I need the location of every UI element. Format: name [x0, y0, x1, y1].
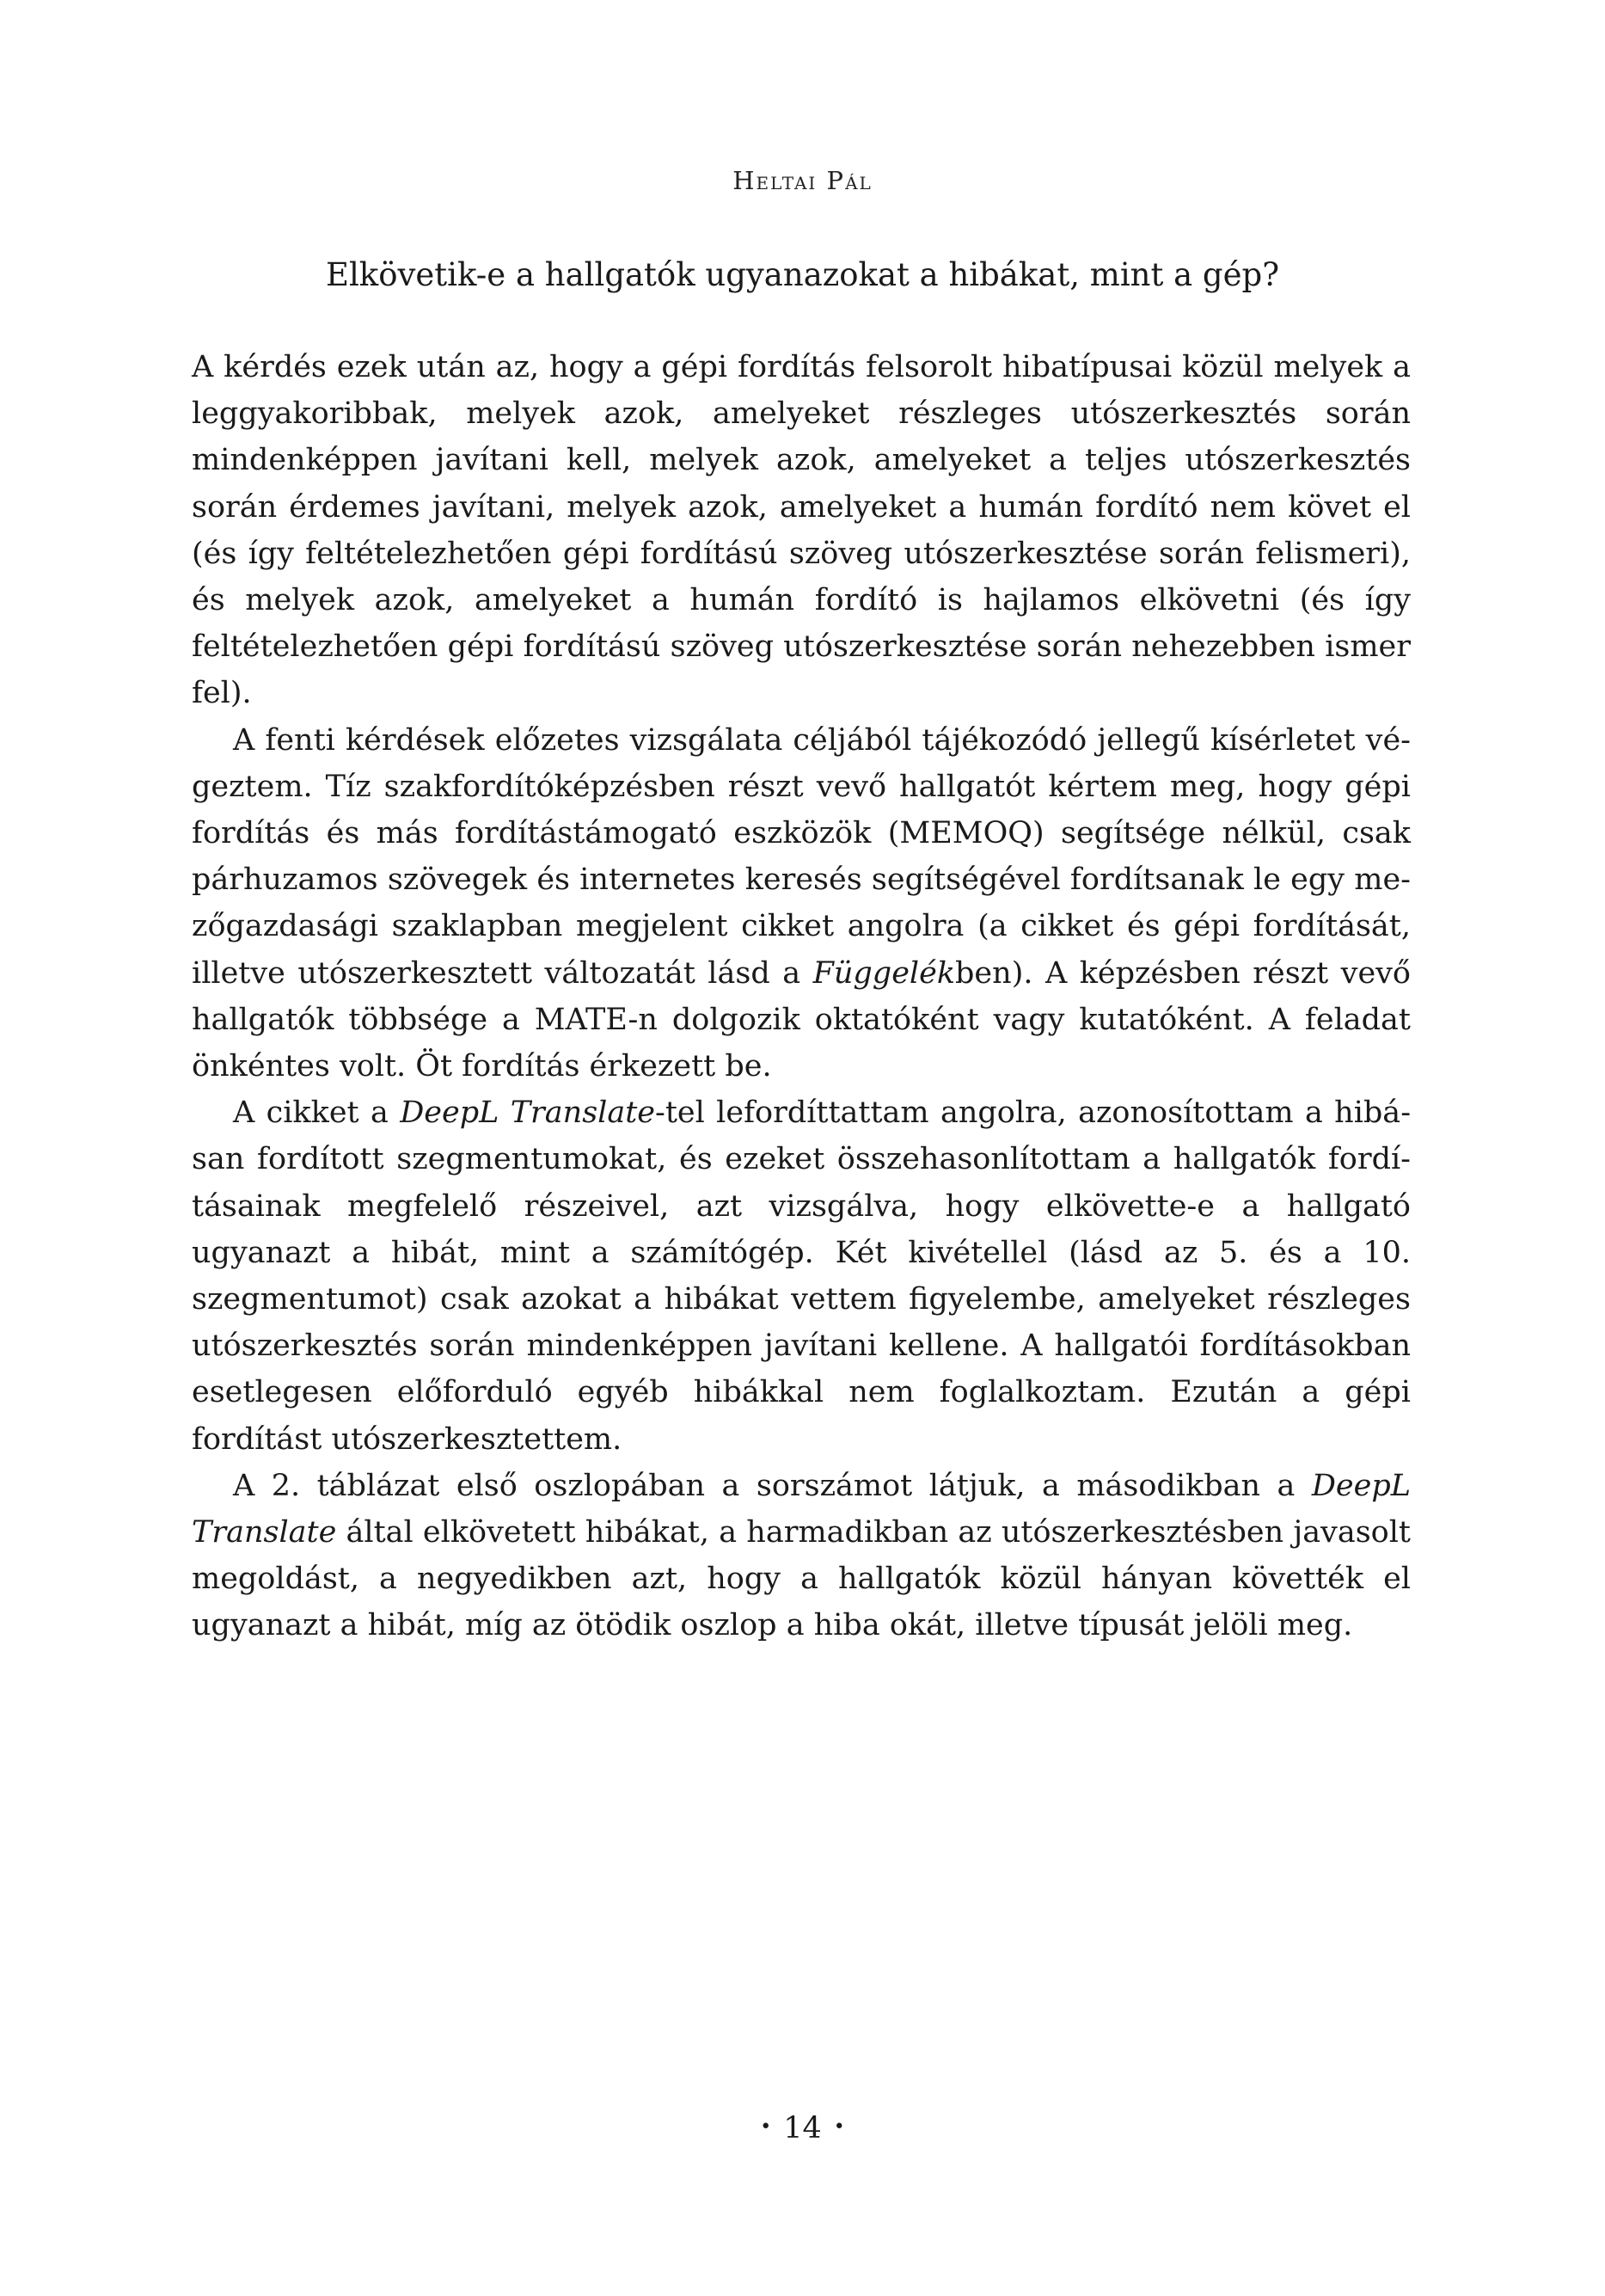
page-number: 14: [783, 2111, 822, 2146]
paragraph-2: [192, 717, 1411, 1090]
page-footer: [0, 2111, 1605, 2146]
deepl-reference: DeepL Translate: [400, 1096, 655, 1131]
body-text: [192, 344, 1411, 1649]
paragraph-4-end: által elkövetett hibákat, a harmadikban az utószerkesztésben javasolt megoldást, a negyedikben azt, hogy a hallgatók közül hányan követték el ugyanazt a hibát, míg az ötödik oszlop a hiba okát, illetve típusát jelöli meg.: [192, 1515, 1411, 1643]
bullet-right: •: [833, 2116, 845, 2138]
paragraph-2-end: ben). A képzésben részt vevő hallgatók többsége a MATE-n dolgozik oktatóként vagy kutatóként. A feladat önkéntes volt. Öt fordítás érkezett be.: [192, 955, 1411, 1084]
appendix-reference: Függelék: [812, 955, 956, 991]
deepl-reference-2: DeepL Translate: [192, 1468, 1411, 1550]
running-head: Heltai Pál: [732, 166, 873, 195]
bullet-left: •: [760, 2116, 772, 2138]
paragraph-3-start: A cikket a: [233, 1096, 401, 1131]
paragraph-4-start: A 2. táblázat első oszlopában a sorszámot látjuk, a másodikban a: [233, 1468, 1312, 1503]
paragraph-4: [192, 1463, 1411, 1649]
paragraph-3: [192, 1090, 1411, 1463]
paragraph-2-text: A fenti kérdések előzetes vizsgálata céljából tájékozódó jellegű kísérletet végeztem. Tíz szakfordítóképzésben részt vevő hallgatót kértem meg, hogy gépi fordítás és más fordítástámogató eszközök (MEMOQ) segítsége nélkül, csak párhuzamos szövegek és internetes keresés segítségével fordítsanak le egy mezőgazdasági szaklapban megjelent cikket angolra (a cikket és gépi fordítását, illetve utószerkesztett változatát lásd a: [192, 722, 1411, 991]
paragraph-1: A kérdés ezek után az, hogy a gépi fordítás felsorolt hibatípusai közül melyek a leggyakoribbak, melyek azok, amelyeket részleges utószerkesztés során mindenképpen javítani kell, melyek azok, amelyeket a teljes utószerkesztés során érdemes javítani, melyek azok, amelyeket a humán fordító nem követ el (és így feltételezhetően gépi fordítású szöveg utószerkesztése során felismeri), és melyek azok, amelyeket a humán fordító is hajlamos elkövetni (és így feltételezhetően gépi fordítású szöveg utószerkesztése során nehezebben ismer fel).: [192, 350, 1411, 711]
paragraph-3-end: -tel lefordíttattam angolra, azonosítottam a hibásan fordított szegmentumokat, és ezeket összehasonlítottam a hallgatók fordításainak megfelelő részeivel, azt vizsgálva, hogy elkövette-e a hallgató ugyanazt a hibát, mint a számítógép. Két kivétellel (lásd az 5. és a 10. szegmentumot) csak azokat a hibákat vettem figyelembe, amelyeket részleges utószerkesztés során mindenképpen javítani kellene. A hallgatói fordításokban esetlegesen előforduló egyéb hibákkal nem foglalkoztam. Ezután a gépi fordítást utószerkesztettem.: [192, 1096, 1412, 1457]
section-heading: Elkövetik-e a hallgatók ugyanazokat a hibákat, mint a gép?: [325, 256, 1280, 293]
